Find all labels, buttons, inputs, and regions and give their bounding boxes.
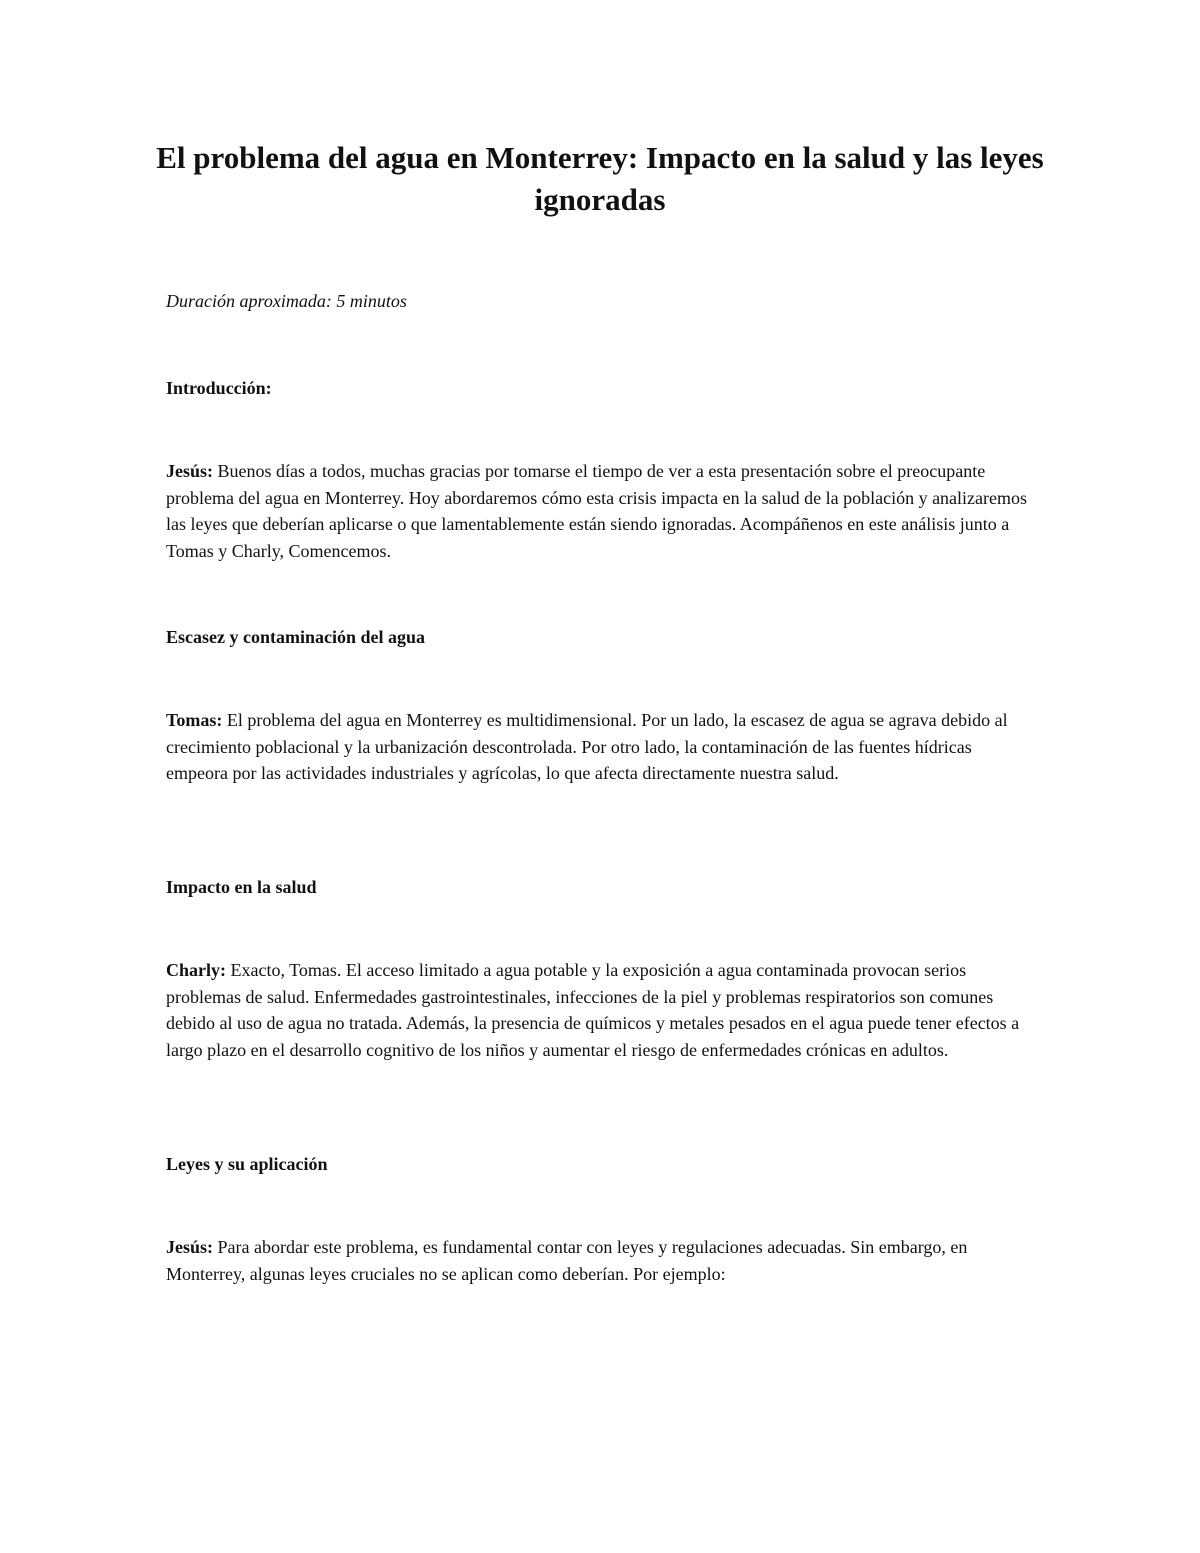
paragraph-escasez xyxy=(166,707,1036,787)
paragraph-leyes xyxy=(166,1234,1036,1287)
paragraph-text: El problema del agua en Monterrey es multidimensional. Por un lado, la escasez de agua se agrava debido al crecimiento poblacional y la urbanización descontrolada. Por otro lado, la contaminación de las fuentes hídricas empeora por las actividades industriales y agrícolas, lo que afecta directamente nuestra salud. xyxy=(166,710,1008,783)
speaker-label: Jesús: xyxy=(166,461,214,481)
paragraph-text: Buenos días a todos, muchas gracias por tomarse el tiempo de ver a esta presentación sobre el preocupante problema del agua en Monterrey. Hoy abordaremos cómo esta crisis impacta en la salud de la población y analizaremos las leyes que deberían aplicarse o que lamentablemente están siendo ignoradas. Acompáñenos en este análisis junto a Tomas y Charly, Comencemos. xyxy=(166,461,1028,561)
document-title: El problema del agua en Monterrey: Impacto en la salud y las leyes ignoradas xyxy=(156,140,1044,217)
section-heading-introduccion: Introducción: xyxy=(166,378,272,398)
paragraph-impacto xyxy=(166,957,1036,1063)
speaker-label: Charly: xyxy=(166,960,226,980)
section-heading-leyes: Leyes y su aplicación xyxy=(166,1154,328,1174)
speaker-label: Jesús: xyxy=(166,1237,214,1257)
section-heading-escasez: Escasez y contaminación del agua xyxy=(166,627,425,647)
section-heading-impacto: Impacto en la salud xyxy=(166,877,317,897)
paragraph-introduccion xyxy=(166,458,1036,564)
speaker-label: Tomas: xyxy=(166,710,223,730)
paragraph-text: Para abordar este problema, es fundamental contar con leyes y regulaciones adecuadas. Sin embargo, en Monterrey, algunas leyes cruciales no se aplican como deberían. Por ejemplo: xyxy=(166,1237,968,1284)
paragraph-text: Exacto, Tomas. El acceso limitado a agua potable y la exposición a agua contaminada provocan serios problemas de salud. Enfermedades gastrointestinales, infecciones de la piel y problemas respiratorios son comunes debido al uso de agua no tratada. Además, la presencia de químicos y metales pesados en el agua puede tener efectos a largo plazo en el desarrollo cognitivo de los niños y aumentar el riesgo de enfermedades crónicas en adultos. xyxy=(166,960,1020,1060)
duration-note: Duración aproximada: 5 minutos xyxy=(166,291,407,311)
